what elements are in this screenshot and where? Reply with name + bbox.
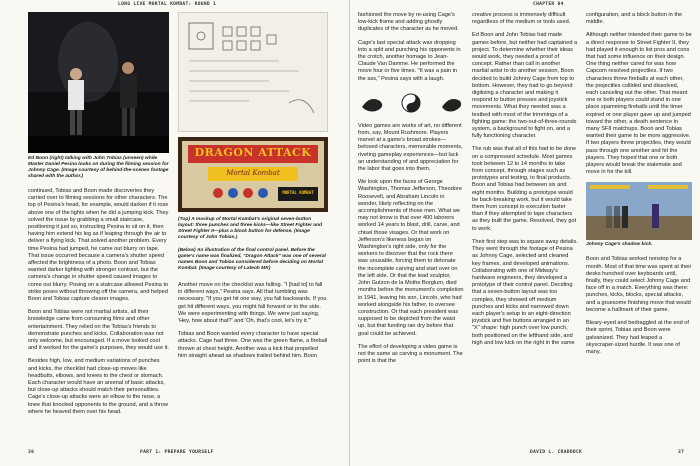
paragraph: The rub was that all of this had to be done on a compressed schedule. Most games took between 12 to 14 months to take from concept, through stages such as prototypes and testing, to final products. Boon and Tobias had between six and eight months. Building a prototype would be back-breaking work, but it would take them from concept to execution faster than if they attempted to tape characters as they built the game. Resolved, they got to work. [472,146,577,232]
left-page-number: 38 [28,450,35,455]
paragraph: Boon and Tobias were not martial artists, all their knowledge came from consuming films and other entertainment. They relied on the Tobias's friends to demonstrate punches and kicks. Collaboration was not only welcome, but encouraged. If a move looked cool and it worked for the game's purposes, they would use it. [28,309,169,352]
right-page-footer: DAVID L. CRADDOCK [530,450,583,455]
shadow-kick-screenshot [586,182,692,240]
marquee-label: MORTAL KOMBAT [282,190,314,195]
paragraph: Ed Boon and John Tobias had made games before, but neither had captained a project. To determine whether their ideas would work, they needed a proof of concept. Rather than call in another martial artist to do another session, Boon decided to build Johnny Cage from top to bottom. However, they had to go beyond digitizing a character and making it respond to button presses and joystick movements. What they needed was a testbed with most of the trimmings of a fighting game: the two-out-of-three-rounds system, a background to fight on, and a fully functioning character. [472,32,578,140]
sketch-drawing [179,13,328,132]
paragraph: configuration, and a block button in the middle. [586,12,683,26]
marquee-title: DRAGON ATTACK [194,146,312,159]
paragraph: The effort of developing a video game is not the same as carving a monument. The point is that the [358,343,463,365]
paragraph: Cage's last special attack was dropping into a split and punching his opponents in the crotch, another homage to Jean-Claude Van Damme. He performed the move four or five times. "It was a pain in the ass," Pesina says with a laugh. [358,39,461,82]
sketch-caption-top: (Top) A mockup of Mortal Kombat's original seven-button layout: three punches and three kicks—like Street Fighter and Street Fighter II—plus a block button for defense. (Image courtesy of John Tobias.) [178,217,323,240]
paragraph: Video games are works of art, no different from, say, Mount Rushmore. Players marvel at a game's broad strokes—beloved characters, memorable moments, riveting gameplay experiences—but lack an understanding of and appreciation for the labor that goes into them. [358,122,463,173]
paragraph: We look upon the faces of George Washington, Thomas Jefferson, Theodore Roosevelt, and Abraham Lincoln in wonder, likely reflecting on the accomplishments of those men. What we may not know is that over 400 laborers worked 14 years to blast, drill, carve, and chisel those visages. Or that work on Jefferson's likeness began on Washington's right side, only for the workers to discover that the rock there was unusable, forcing them to detonate the incomplete carving and start over on the left side. Or that the lead sculptor, John Gutzon de la Mothe Borglum, died months before the monument's completion in 1941, leaving his son, Lincoln, who had worked alongside his father, to oversee construction. Or that each president was supposed to be depicted from the waist up, but that funding ran dry before that goal could be achieved. [358,179,464,337]
right-column-3 [586,12,692,362]
dragon-ornaments [358,89,464,117]
photo-caption: Ed Boon (right) talking with John Tobias (unseen) while Master Daniel Pesina looks on during the filming session for Johnny Cage. (Image courtesy of behind-the-scenes footage shared with the author.) [28,156,169,179]
paragraph: Boon and Tobias worked nonstop for a month. Most of that time was spent at their desks hunched over keyboards until, finally, they could select Johnny Cage and face off in a match. Everything was there: punches, kicks, blocks, special attacks, and a gruesome finishing move that would become a hallmark of their game. [586,256,692,313]
paragraph: Bleary-eyed and bedraggled at the end of their sprint, Tobias and Boon were galvanized. They had leaped a skyscraper-sized hurdle. It was one of many. [586,320,689,355]
paragraph: fashioned the move by re-using Cage's low-kick frame and adding ghostly duplicates of the character as he moved. [358,12,459,33]
paragraph: continued, Tobias and Boon made discoveries they carried over to filming sessions for other characters. The top of Pesina's head, for example, would darken if it rose above one of the lights when he did a jumping kick. They solved the issue by grabbing a small staircase, positioning it just so, instructing Pesina to sit on it, then having him extend his leg as if leaping through the air to deliver a flying kick. That solved another problem. Every time Pesina had jumped, he came out blurry on tape. That issue occurred because a camera's shutter speed affected the brightness of a photo. Boon and Tobias wanted darker lighting with stronger contrast, but the camera's change in shutter speed caused images to come out blurry. Posing on a staircase allowed Pesina to strike poses without throwing off the camera, and helped Boon and Tobias capture clearer images. [28,188,169,303]
left-column-2 [178,282,328,366]
paragraph: Although neither intended their game to be a direct response to Street Fighter II, they had played it enough to list pros and cons that had some influence on their design. One thing neither cared for was how Capcom resolved projectiles. If two characters threw fireballs at each other, the projectiles collided and dissolved, each canceling out the other. That meant one or both players could stand in one place spamming fireballs until the timer expired or one player gave up and jumped toward the other, a death sentence in many SFII matchups. Boon and Tobias wanted their game to be more aggressive. If two players threw projectiles, they would pass through one another and hit the players. They hoped that one or both players would break the stalemate and move in for the kill. [586,32,692,176]
game-screenshot [586,182,692,240]
left-column-1 [28,188,170,422]
dragon-icons [358,89,464,117]
paragraph: creative process is immensely difficult regardless of the medium or tools used. [472,12,571,26]
paragraph: Besides high, low, and medium variations of punches and kicks, the checklist had close-up moves like headbutts, elbows, and knees to the chest or stomach. Each character would have an arsenal of basic attacks, but close-up attacks should match their personalities. Cage's close-up attacks were an elbow to the nose, a knee that knocked opponents to the ground, and a throw where he heaved them over his head. [28,358,168,415]
marquee-subtitle: Mortal Kombat [226,169,280,177]
left-page-footer: PART 1: PREPARE YOURSELF [140,450,214,455]
sketch-caption-bottom: (Below) An illustration of the final control panel. Before the game's name was finalized, "Dragon Attack" was one of several names Boon and Tobias considered before deciding on Mortal Kombat. (Image courtesy of Lateoh MK) [178,248,326,271]
paragraph: Another move on the checklist was falling. "I [had to] to fall in different ways," Pesina says. All that tumbling was necessary. "If you get hit one way, you fall backwards. If you get hit different ways, you might fall forward or to the side. We were experimenting with things. We were just saying, 'Hey, how about that?' and 'Oh, that's cool, let's try it.'" [178,282,327,325]
dragon-attack-marquee [178,137,328,212]
screenshot-caption: Johnny Cage's shadow kick. [586,242,653,248]
paragraph: Their first step was to square away details. They went through the footage of Pesina as Johnny Cage, selected and cleaned key frames, and developed animations. Collaborating with one of Midway's hardware engineers, they developed a prototype of their control panel. Deciding that a seven-button layout was too complex, they showed off medium punches and kicks and narrowed down each player's setup to an eight-direction joystick and five buttons arranged in an "X" shape: high punch over low punch, both positioned on the lefthand side, and high and low kick on the right in the same [472,238,578,346]
filming-session-image [28,12,169,153]
right-page-number: 37 [678,450,685,455]
control-panel-sketch [178,12,328,132]
right-column-1 [358,12,464,371]
right-column-2 [472,12,578,353]
paragraph: Tobias and Boon wanted every character to have special attacks. Cage had three. One was the green flame, a fireball thrown at chest height. Another was a kick that propelled him straight ahead as shadows trailed behind him. Boon [178,331,328,359]
left-page-header: LONG LIVE MORTAL KOMBAT: ROUND 1 [118,2,217,7]
right-page [350,0,700,466]
right-page-header: CHAPTER 04 [533,2,564,7]
filming-session-photo [28,12,169,153]
